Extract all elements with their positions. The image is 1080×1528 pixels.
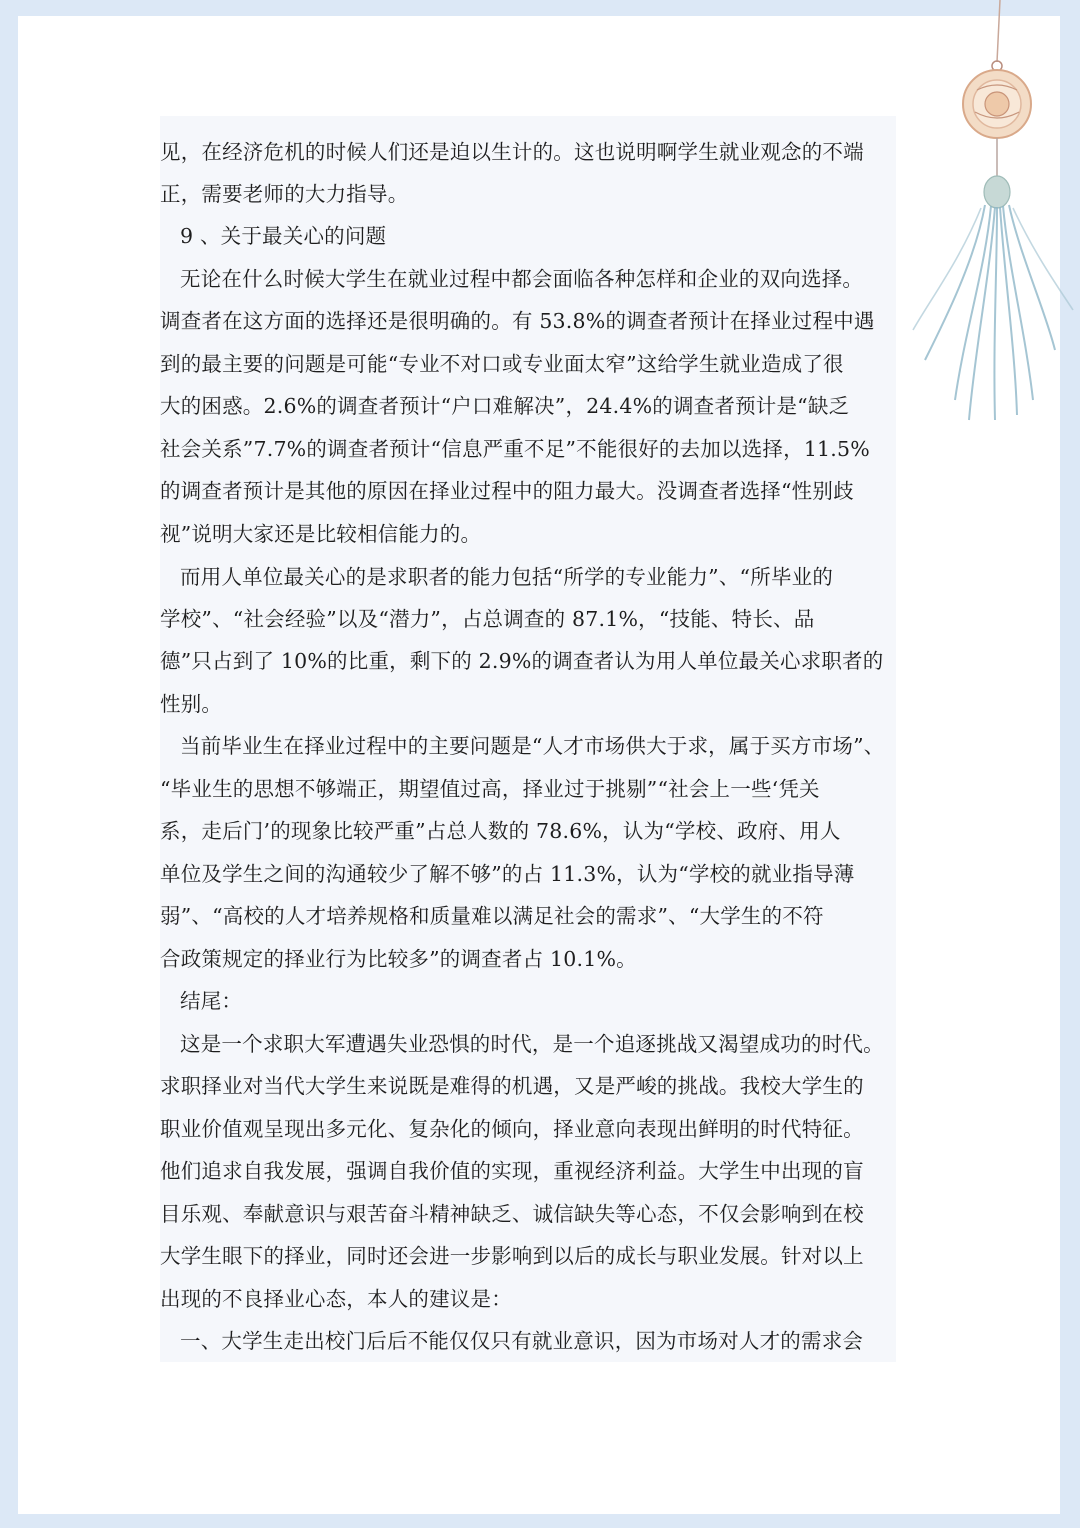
text-line: 无论在什么时候大学生在就业过程中都会面临各种怎样和企业的双向选择。 <box>180 267 864 291</box>
text-line: 正，需要老师的大力指导。 <box>160 182 409 206</box>
text-line: 职业价值观呈现出多元化、复杂化的倾向，择业意向表现出鲜明的时代特征。 <box>160 1117 864 1141</box>
text-line: 的调查者预计是其他的原因在择业过程中的阻力最大。没调查者选择“性别歧 <box>160 479 854 503</box>
text-line: 系，走后门’的现象比较严重”占总人数的 78.6%，认为“学校、政府、用人 <box>160 819 841 843</box>
text-line: 当前毕业生在择业过程中的主要问题是“人才市场供大于求，属于买方市场”、 <box>180 734 885 758</box>
text-line: 见，在经济危机的时候人们还是迫以生计的。这也说明啊学生就业观念的不端 <box>160 140 864 164</box>
text-line: 求职择业对当代大学生来说既是难得的机遇，又是严峻的挑战。我校大学生的 <box>160 1074 864 1098</box>
text-line: 目乐观、奉献意识与艰苦奋斗精神缺乏、诚信缺失等心态，不仅会影响到在校 <box>160 1202 864 1226</box>
section-heading: 9 、关于最关心的问题 <box>180 224 387 248</box>
text-line: 这是一个求职大军遭遇失业恐惧的时代，是一个追逐挑战又渴望成功的时代。 <box>180 1032 884 1056</box>
text-line: 弱”、“高校的人才培养规格和质量难以满足社会的需求”、“大学生的不符 <box>160 904 824 928</box>
text-line: 调查者在这方面的选择还是很明确的。有 53.8%的调查者预计在择业过程中遇 <box>160 309 875 333</box>
text-line: 合政策规定的择业行为比较多”的调查者占 10.1%。 <box>160 947 637 971</box>
text-line: 大的困惑。2.6%的调查者预计“户口难解决”，24.4%的调查者预计是“缺乏 <box>160 394 850 418</box>
section-heading: 结尾： <box>180 989 243 1013</box>
text-line: 出现的不良择业心态，本人的建议是： <box>160 1287 512 1311</box>
tassel-ornament-icon <box>905 0 1080 440</box>
text-line: 德”只占到了 10%的比重，剩下的 2.9%的调查者认为用人单位最关心求职者的 <box>160 649 884 673</box>
text-line: 他们追求自我发展，强调自我价值的实现，重视经济利益。大学生中出现的盲 <box>160 1159 864 1183</box>
text-line: “毕业生的思想不够端正，期望值过高，择业过于挑剔”“社会上一些‘凭关 <box>160 777 820 801</box>
text-line: 社会关系”7.7%的调查者预计“信息严重不足”不能很好的去加以选择，11.5% <box>160 437 870 461</box>
text-line: 到的最主要的问题是可能“专业不对口或专业面太窄”这给学生就业造成了很 <box>160 352 844 376</box>
text-line: 而用人单位最关心的是求职者的能力包括“所学的专业能力”、“所毕业的 <box>180 565 834 589</box>
text-line: 一、大学生走出校门后后不能仅仅只有就业意识，因为市场对人才的需求会 <box>180 1329 864 1353</box>
text-line: 大学生眼下的择业，同时还会进一步影响到以后的成长与职业发展。针对以上 <box>160 1244 864 1268</box>
text-line: 视”说明大家还是比较相信能力的。 <box>160 522 482 546</box>
text-line: 学校”、“社会经验”以及“潜力”，占总调查的 87.1%，“技能、特长、品 <box>160 607 815 631</box>
text-line: 单位及学生之间的沟通较少了解不够”的占 11.3%，认为“学校的就业指导薄 <box>160 862 855 886</box>
text-line: 性别。 <box>160 692 223 716</box>
